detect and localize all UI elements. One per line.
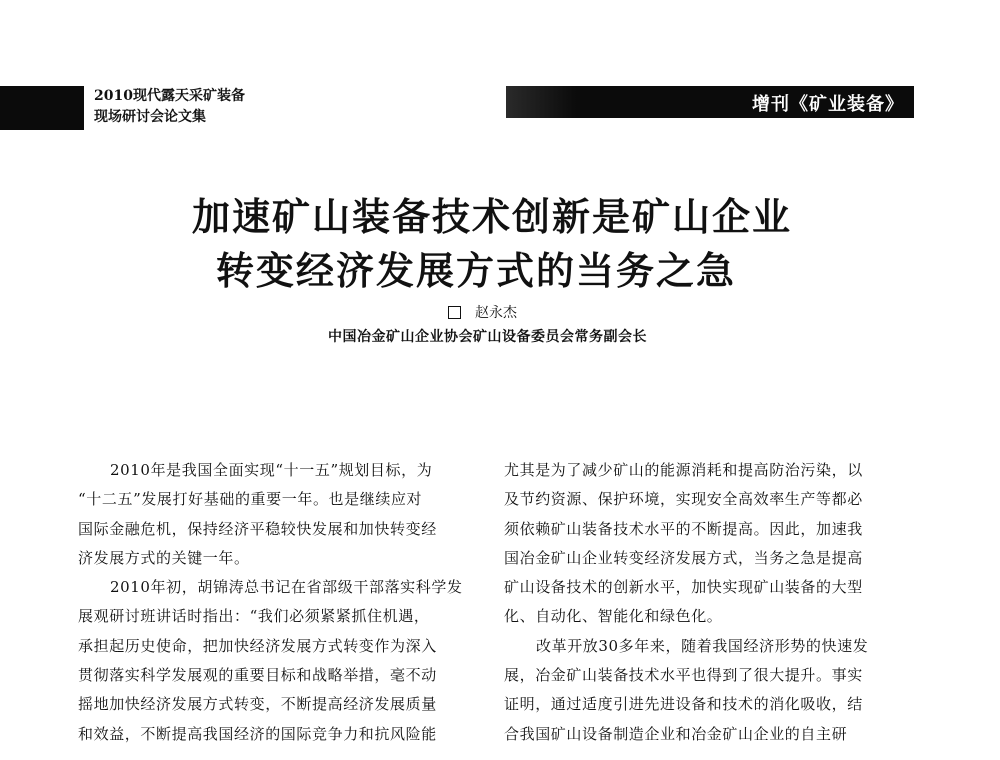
text-line: 须依赖矿山装备技术水平的不断提高。因此，加速我 bbox=[504, 519, 863, 538]
proceedings-line1: 2010现代露天采矿装备 bbox=[94, 88, 245, 104]
journal-label: 增刊《矿业装备》 bbox=[752, 94, 904, 115]
header-bar-fade bbox=[506, 86, 576, 118]
header-black-block bbox=[0, 86, 84, 130]
text-line: 国际金融危机，保持经济平稳较快发展和加快转变经 bbox=[78, 519, 437, 538]
text-line: 展，冶金矿山装备技术水平也得到了很大提升。事实 bbox=[504, 666, 863, 685]
article-title-line2: 转变经济发展方式的当务之急 bbox=[215, 248, 736, 293]
author-affiliation: 中国冶金矿山企业协会矿山设备委员会常务副会长 bbox=[328, 329, 647, 345]
text-line: 2010年是我国全面实现“十一五”规划目标，为 bbox=[110, 461, 433, 479]
text-line: 承担起历史使命，把加快经济发展方式转变作为深入 bbox=[78, 636, 437, 655]
body-column-left bbox=[78, 456, 484, 749]
article-title-line1: 加速矿山装备技术创新是矿山企业 bbox=[191, 194, 792, 239]
text-line: 证明，通过适度引进先进设备和技术的消化吸收，结 bbox=[504, 695, 863, 714]
text-line: 和效益，不断提高我国经济的国际竞争力和抗风险能 bbox=[78, 724, 437, 743]
text-line: 摇地加快经济发展方式转变，不断提高经济发展质量 bbox=[78, 695, 437, 714]
text-line: 尤其是为了减少矿山的能源消耗和提高防治污染，以 bbox=[504, 461, 863, 479]
proceedings-line2: 现场研讨会论文集 bbox=[94, 109, 206, 125]
text-line: 济发展方式的关键一年。 bbox=[78, 548, 250, 567]
text-line: 国冶金矿山企业转变经济发展方式，当务之急是提高 bbox=[504, 548, 863, 567]
square-icon bbox=[448, 306, 461, 319]
text-line: 合我国矿山设备制造企业和冶金矿山企业的自主研 bbox=[504, 724, 848, 743]
text-line: 展观研讨班讲话时指出：“我们必须紧紧抓住机遇， bbox=[78, 607, 430, 626]
author-name: 赵永杰 bbox=[475, 305, 517, 321]
text-line: 化、自动化、智能化和绿色化。 bbox=[504, 607, 723, 626]
text-line: 贯彻落实科学发展观的重要目标和战略举措，毫不动 bbox=[78, 666, 437, 685]
author-row bbox=[448, 302, 517, 322]
proceedings-label bbox=[94, 86, 245, 128]
text-line: 矿山设备技术的创新水平，加快实现矿山装备的大型 bbox=[504, 578, 863, 597]
text-line: 及节约资源、保护环境，实现安全高效率生产等都必 bbox=[504, 490, 863, 509]
text-line: 改革开放30多年来，随着我国经济形势的快速发 bbox=[536, 636, 869, 655]
body-column-right bbox=[504, 456, 910, 749]
text-line: 2010年初，胡锦涛总书记在省部级干部落实科学发 bbox=[110, 578, 463, 597]
text-line: “十二五”发展打好基础的重要一年。也是继续应对 bbox=[78, 490, 423, 509]
